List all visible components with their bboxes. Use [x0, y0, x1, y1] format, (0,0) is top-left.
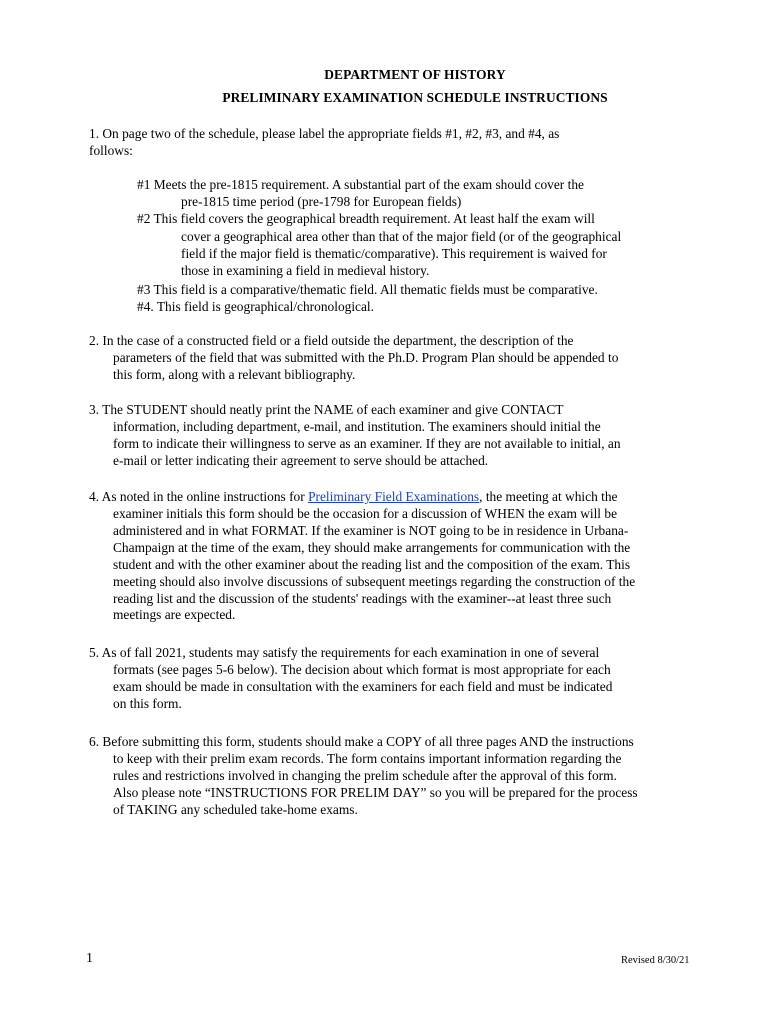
field-2-line-1: #2 This field covers the geographical breadth requirement. At least half the exam will — [137, 211, 595, 226]
item-6-line-5: of TAKING any scheduled take-home exams. — [113, 802, 358, 817]
item-6-line-2: to keep with their prelim exam records. The form contains important information regarding the — [113, 751, 622, 766]
preliminary-field-examinations-link[interactable]: Preliminary Field Examinations — [308, 489, 480, 504]
item-6-line-4: Also please note “INSTRUCTIONS FOR PRELIM DAY” so you will be prepared for the process — [113, 785, 638, 800]
item-5-line-3: exam should be made in consultation with the examiners for each field and must be indicated — [113, 679, 613, 694]
field-1-line-1: #1 Meets the pre-1815 requirement. A substantial part of the exam should cover the — [137, 177, 584, 192]
item-3-line-2: information, including department, e-mail, and institution. The examiners should initial the — [113, 419, 601, 434]
item-5-line-1: 5. As of fall 2021, students may satisfy the requirements for each examination in one of several — [89, 645, 600, 660]
page-number: 1 — [86, 951, 93, 966]
item-1-line-2: follows: — [89, 143, 133, 158]
field-2-line-2: cover a geographical area other than that of the major field (or of the geographical — [181, 229, 622, 244]
item-6-line-1: 6. Before submitting this form, students should make a COPY of all three pages AND the instructions — [89, 734, 634, 749]
item-3-line-3: form to indicate their willingness to serve as an examiner. If they are not available to initial, an — [113, 436, 621, 451]
item-4-line-8: meetings are expected. — [113, 607, 236, 622]
item-2-line-2: parameters of the field that was submitted with the Ph.D. Program Plan should be appended to — [113, 350, 619, 365]
item-2-line-1: 2. In the case of a constructed field or a field outside the department, the description of the — [89, 333, 574, 348]
item-2-line-3: this form, along with a relevant bibliography. — [113, 367, 356, 382]
field-1-line-2: pre-1815 time period (pre-1798 for European fields) — [181, 194, 462, 209]
item-6-line-3: rules and restrictions involved in changing the prelim schedule after the approval of this form. — [113, 768, 617, 783]
item-5-line-2: formats (see pages 5-6 below). The decision about which format is most appropriate for each — [113, 662, 611, 677]
document-title: PRELIMINARY EXAMINATION SCHEDULE INSTRUCTIONS — [222, 90, 608, 105]
item-4-line-2: examiner initials this form should be the occasion for a discussion of WHEN the exam will be — [113, 506, 618, 521]
item-1-line-1: 1. On page two of the schedule, please label the appropriate fields #1, #2, #3, and #4, as — [89, 126, 560, 141]
field-4-line-1: #4. This field is geographical/chronological. — [137, 299, 375, 314]
department-heading: DEPARTMENT OF HISTORY — [324, 67, 506, 82]
item-4-line-7: reading list and the discussion of the students' readings with the examiner--at least three such — [113, 591, 612, 606]
item-3-line-1: 3. The STUDENT should neatly print the NAME of each examiner and give CONTACT — [89, 402, 564, 417]
field-2-line-3: field if the major field is thematic/comparative). This requirement is waived for — [181, 246, 607, 261]
revision-date: Revised 8/30/21 — [621, 955, 690, 966]
field-3-line-1: #3 This field is a comparative/thematic field. All thematic fields must be comparative. — [137, 282, 598, 297]
item-3-line-4: e-mail or letter indicating their agreement to serve should be attached. — [113, 453, 489, 468]
item-4-line-3: administered and in what FORMAT. If the examiner is NOT going to be in residence in Urbana- — [113, 523, 629, 538]
item-4-line-5: student and with the other examiner about the reading list and the composition of the exam. This — [113, 557, 631, 572]
item-5-line-4: on this form. — [113, 696, 182, 711]
item-4-line-1-suffix: , the meeting at which the — [479, 489, 618, 504]
item-4-line-1 — [89, 488, 617, 505]
field-2-line-4: those in examining a field in medieval history. — [181, 263, 430, 278]
item-4-line-6: meeting should also involve discussions of subsequent meetings regarding the construction of the — [113, 574, 636, 589]
item-4-line-1-prefix: 4. As noted in the online instructions for — [89, 489, 309, 504]
item-4-line-4: Champaign at the time of the exam, they should make arrangements for communication with the — [113, 540, 631, 555]
